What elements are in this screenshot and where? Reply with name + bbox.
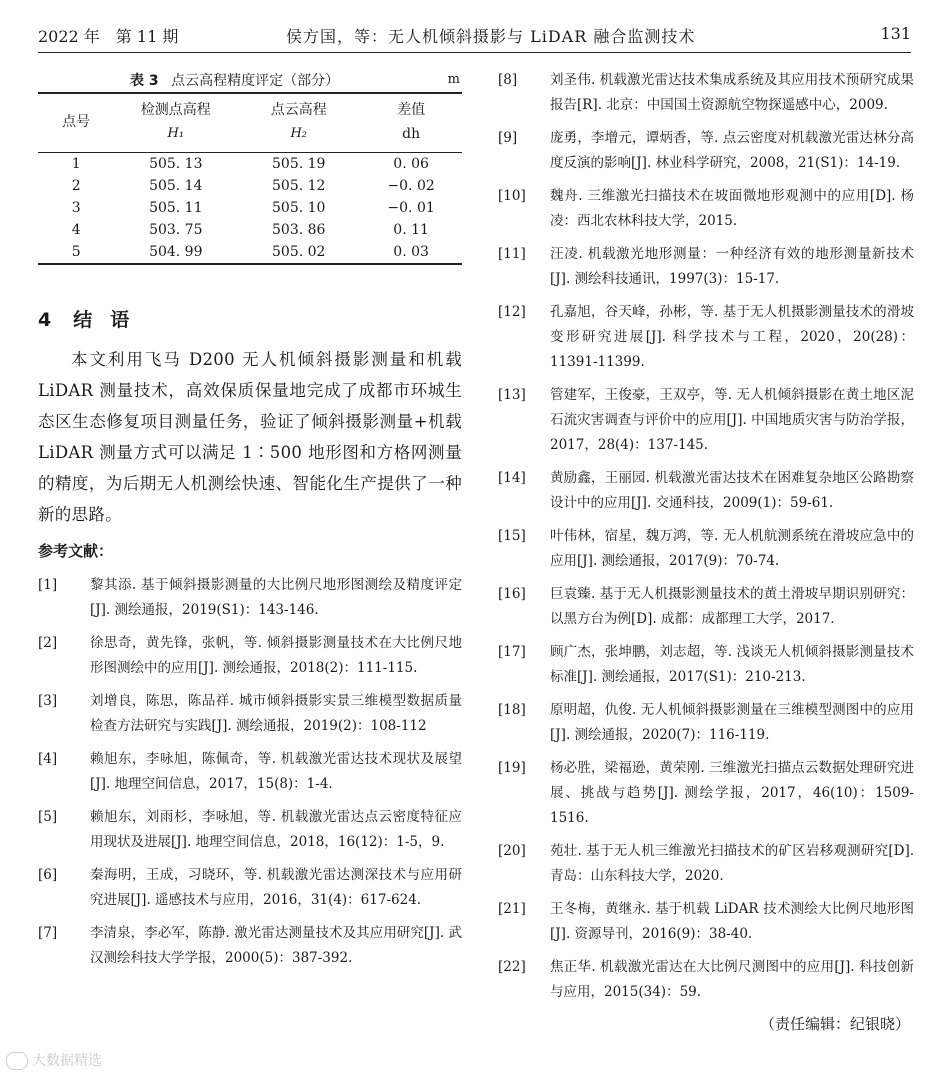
table-cell-id: 3: [71, 200, 81, 216]
reference-text: 赖旭东，刘雨杉，李咏旭，等. 机载激光雷达点云密度特征应用现状及进展[J]. 地理空间信息，2018，16(12)：1-5，9.: [90, 809, 462, 850]
reference-item: [38, 921, 462, 971]
reference-number: [7]: [38, 925, 58, 941]
running-header: [38, 22, 911, 53]
reference-item: [38, 863, 462, 913]
reference-number: [6]: [38, 867, 58, 883]
table-row: [38, 153, 462, 176]
table-title: 点云高程精度评定（部分）: [171, 73, 340, 89]
reference-number: [2]: [38, 635, 58, 651]
table-cell-h1: 503. 75: [149, 222, 203, 238]
reference-item: [38, 631, 462, 681]
table-cell-h2: 505. 10: [272, 200, 326, 216]
reference-text: 秦海明，王成，习晓环，等. 机载激光雷达测深技术与应用研究进展[J]. 遥感技术与应用，2016，31(4)：617-624.: [90, 867, 462, 908]
table-number: 表 3: [130, 73, 159, 89]
table-cell-id: 4: [71, 222, 81, 238]
reference-text: 焦正华. 机载激光雷达在大比例尺测图中的应用[J]. 科技创新与应用，2015(34)：59.: [550, 959, 914, 1000]
reference-item: [498, 300, 914, 375]
reference-text: 刘圣伟. 机载激光雷达技术集成系统及其应用技术预研究成果报告[R]. 北京：中国国土资源航空物探遥感中心，2009.: [550, 72, 914, 113]
reference-item: [498, 466, 914, 516]
table-header-row: [38, 93, 462, 153]
references-heading: 参考文献：: [38, 542, 114, 560]
table-cell-h1: 505. 14: [149, 178, 203, 194]
reference-text: 赖旭东，李咏旭，陈佩奇，等. 机载激光雷达技术现状及展望[J]. 地理空间信息，2017，15(8)：1-4.: [90, 751, 462, 792]
reference-item: [38, 805, 462, 855]
reference-text: 王冬梅，黄继永. 基于机载 LiDAR 技术测绘大比例尺地形图[J]. 资源导刊，2016(9)：38-40.: [550, 901, 914, 942]
table-cell-dh: −0. 01: [387, 200, 435, 216]
reference-item: [498, 68, 914, 118]
reference-text: 黎其添. 基于倾斜摄影测量的大比例尺地形图测绘及精度评定[J]. 测绘通报，2019(S1)：143-146.: [90, 577, 462, 618]
reference-list-right: [498, 68, 914, 1005]
table-row: [38, 197, 462, 219]
conclusion-paragraph: 本文利用飞马 D200 无人机倾斜摄影测量和机载 LiDAR 测量技术，高效保质保量地完成了成都市环城生态区生态修复项目测量任务，验证了倾斜摄影测量+机载 LiDAR 测量方式可以满足 1∶500 地形图和方格网测量的精度，为后期无人机测绘快速、智能化生产提供了一种新的思路。: [38, 350, 462, 524]
reference-item: [498, 184, 914, 234]
reference-text: 庞勇，李增元，谭炳香，等. 点云密度对机载激光雷达林分高度反演的影响[J]. 林业科学研究，2008，21(S1)：14-19.: [550, 130, 914, 171]
section-title: 结语: [73, 309, 148, 331]
reference-text: 管建军，王俊豪，王双亭，等. 无人机倾斜摄影在黄土地区泥石流灾害调查与评价中的应用[J]. 中国地质灾害与防治学报，2017，28(4)：137-145.: [550, 387, 914, 453]
table-cell-id: 5: [71, 244, 81, 260]
reference-item: [498, 640, 914, 690]
section-number: 4: [38, 309, 52, 331]
reference-text: 孔嘉旭，谷天峰，孙彬，等. 基于无人机摄影测量技术的滑坡变形研究进展[J]. 科学技术与工程，2020，20(28)：11391-11399.: [550, 304, 914, 370]
reference-text: 巨袁臻. 基于无人机摄影测量技术的黄土滑坡早期识别研究：以黑方台为例[D]. 成都：成都理工大学，2017.: [550, 586, 914, 627]
reference-item: [498, 126, 914, 176]
table-cell-h2: 505. 02: [272, 244, 326, 260]
left-column: [38, 66, 462, 979]
reference-number: [14]: [498, 470, 526, 486]
reference-text: 刘增良，陈思，陈品祥. 城市倾斜摄影实景三维模型数据质量检查方法研究与实践[J]. 测绘通报，2019(2)：108-112: [90, 693, 462, 734]
reference-list-left: [38, 573, 462, 971]
reference-number: [5]: [38, 809, 58, 825]
elevation-accuracy-table: [38, 92, 462, 265]
reference-text: 原明超，仇俊. 无人机倾斜摄影测量在三维模型测图中的应用[J]. 测绘通报，2020(7)：116-119.: [550, 702, 914, 743]
reference-text: 顾广杰，张坤鹏，刘志超，等. 浅谈无人机倾斜摄影测量技术标准[J]. 测绘通报，2017(S1)：210-213.: [550, 644, 914, 685]
table-row: [38, 175, 462, 197]
reference-text: 苑壮. 基于无人机三维激光扫描技术的矿区岩移观测研究[D]. 青岛：山东科技大学，2020.: [550, 843, 914, 884]
table-cell-id: 1: [71, 156, 81, 172]
editor-note: （责任编辑：纪银晓）: [759, 1015, 910, 1033]
reference-number: [20]: [498, 843, 526, 859]
reference-number: [1]: [38, 577, 58, 593]
reference-number: [18]: [498, 702, 526, 718]
reference-item: [498, 897, 914, 947]
table-cell-h2: 505. 12: [272, 178, 326, 194]
reference-number: [13]: [498, 387, 526, 403]
table-cell-h1: 505. 11: [149, 200, 203, 216]
watermark-logo-icon: [6, 1052, 28, 1070]
reference-number: [11]: [498, 246, 526, 262]
reference-item: [38, 573, 462, 623]
header-point: 点号: [62, 114, 91, 130]
header-difference: 差值 dh: [397, 102, 426, 142]
header-check-elevation: 检测点高程 H₁: [140, 102, 211, 141]
journal-issue: 2022 年 第 11 期: [38, 27, 179, 46]
reference-number: [3]: [38, 693, 58, 709]
reference-item: [498, 383, 914, 458]
reference-item: [498, 698, 914, 748]
reference-number: [10]: [498, 188, 526, 204]
table-cell-h2: 505. 19: [272, 156, 326, 172]
table-row: [38, 219, 462, 241]
section-heading: [38, 305, 462, 332]
reference-number: [21]: [498, 901, 526, 917]
table-unit: m: [447, 72, 460, 87]
page-number: 131: [880, 24, 911, 43]
right-column: [498, 68, 914, 1034]
reference-number: [22]: [498, 959, 526, 975]
reference-number: [12]: [498, 304, 526, 320]
table-cell-h2: 503. 86: [272, 222, 326, 238]
table-cell-dh: 0. 11: [393, 222, 429, 238]
table-cell-dh: 0. 03: [393, 244, 429, 260]
reference-number: [9]: [498, 130, 518, 146]
reference-text: 杨必胜，梁福逊，黄荣刚. 三维激光扫描点云数据处理研究进展、挑战与趋势[J]. 测绘学报，2017，46(10)：1509-1516.: [550, 760, 914, 826]
reference-number: [15]: [498, 528, 526, 544]
reference-item: [498, 955, 914, 1005]
reference-number: [4]: [38, 751, 58, 767]
table-cell-h1: 505. 13: [149, 156, 203, 172]
reference-text: 叶伟林，宿星，魏万鸿，等. 无人机航测系统在滑坡应急中的应用[J]. 测绘通报，2017(9)：70-74.: [550, 528, 914, 569]
reference-item: [498, 242, 914, 292]
table-cell-dh: 0. 06: [393, 156, 429, 172]
running-title: 侯方国，等：无人机倾斜摄影与 LiDAR 融合监测技术: [286, 27, 696, 46]
reference-number: [16]: [498, 586, 526, 602]
reference-item: [498, 582, 914, 632]
reference-item: [498, 839, 914, 889]
reference-text: 李清泉，李必军，陈静. 激光雷达测量技术及其应用研究[J]. 武汉测绘科技大学学报，2000(5)：387-392.: [90, 925, 462, 966]
reference-item: [498, 524, 914, 574]
reference-number: [17]: [498, 644, 526, 660]
reference-item: [38, 689, 462, 739]
watermark: 大数据精选: [6, 1050, 102, 1070]
reference-text: 徐思奇，黄先锋，张帆，等. 倾斜摄影测量技术在大比例尺地形图测绘中的应用[J]. 测绘通报，2018(2)：111-115.: [90, 635, 462, 676]
table-cell-h1: 504. 99: [149, 244, 203, 260]
table-cell-dh: −0. 02: [387, 178, 435, 194]
table-caption: [38, 66, 462, 92]
reference-text: 魏舟. 三维激光扫描技术在坡面微地形观测中的应用[D]. 杨凌：西北农林科技大学，2015.: [550, 188, 914, 229]
reference-number: [19]: [498, 760, 526, 776]
reference-text: 黄励鑫，王丽园. 机载激光雷达技术在困难复杂地区公路勘察设计中的应用[J]. 交通科技，2009(1)：59-61.: [550, 470, 914, 511]
table-cell-id: 2: [71, 178, 81, 194]
reference-item: [38, 747, 462, 797]
table-row: [38, 241, 462, 264]
reference-text: 汪凌. 机载激光地形测量：一种经济有效的地形测量新技术[J]. 测绘科技通讯，1997(3)：15-17.: [550, 246, 914, 287]
reference-number: [8]: [498, 72, 518, 88]
reference-item: [498, 756, 914, 831]
header-cloud-elevation: 点云高程 H₂: [270, 102, 327, 141]
